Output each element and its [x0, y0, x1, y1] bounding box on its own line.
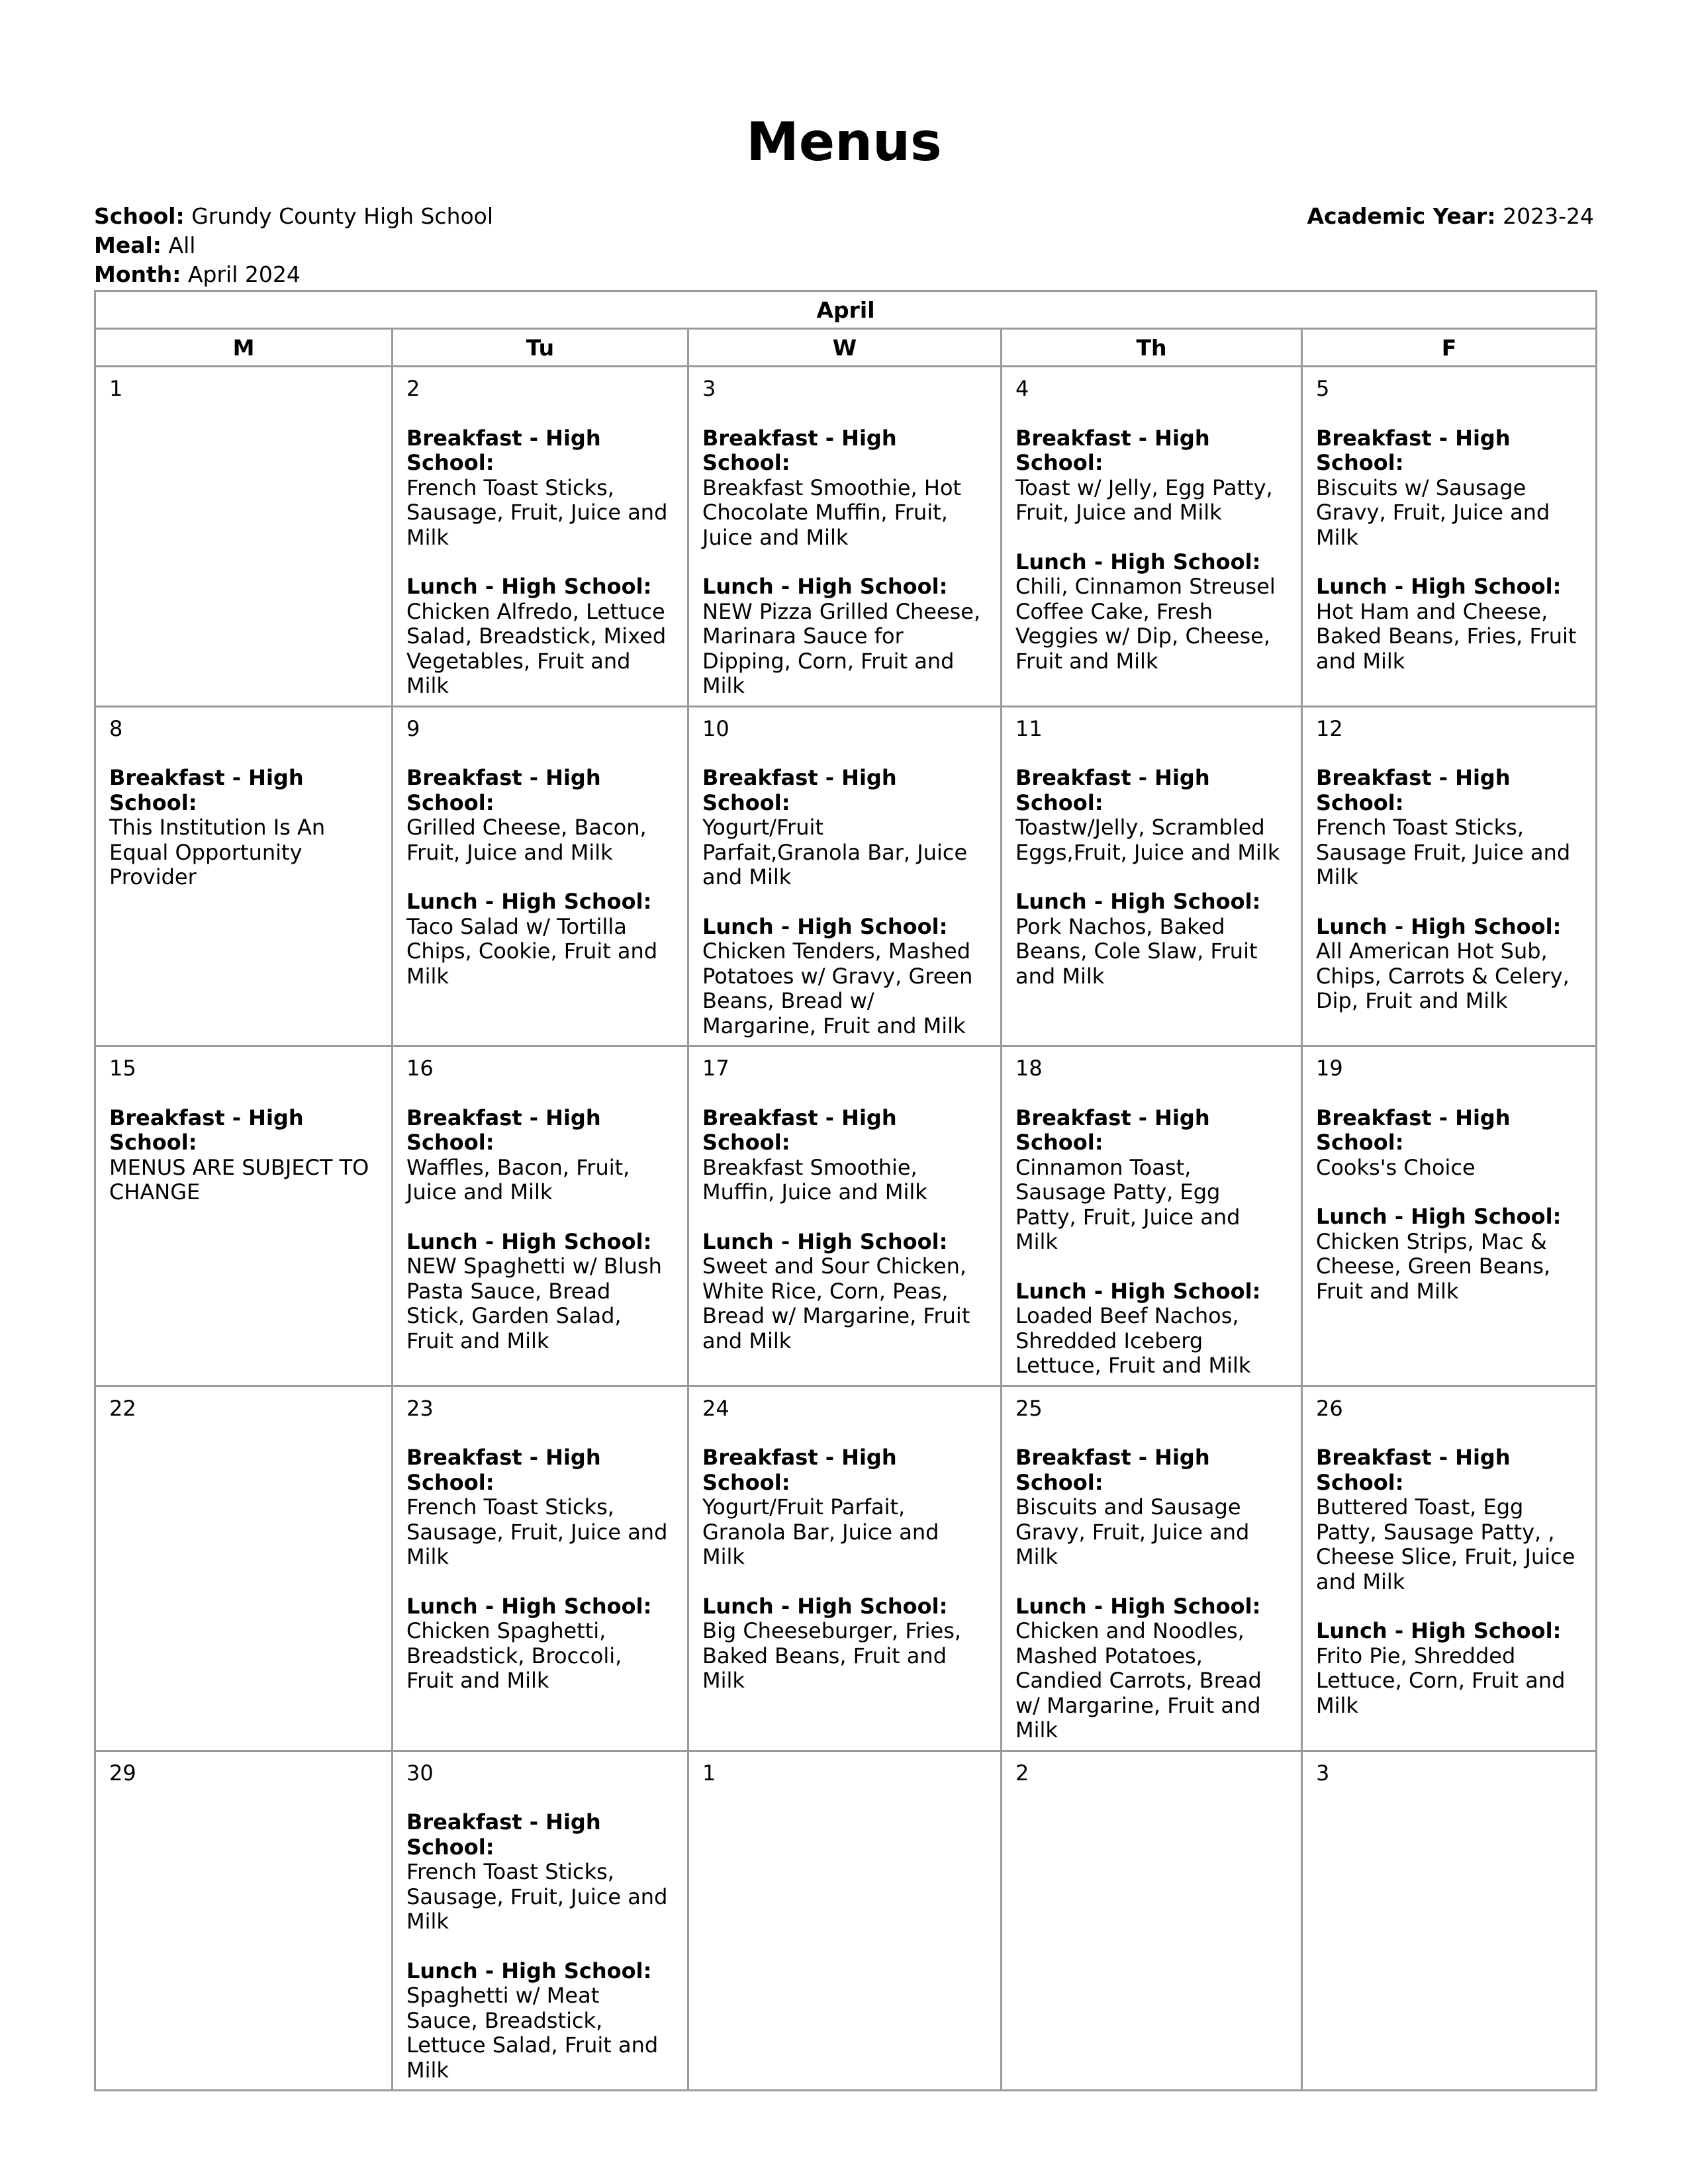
meal-heading: Lunch - High School: — [702, 1593, 948, 1619]
meal-heading: Lunch - High School: — [1015, 1278, 1261, 1304]
meal-heading: Lunch - High School: — [702, 1228, 948, 1254]
calendar-week-row — [95, 1751, 1597, 2091]
day-number: 23 — [406, 1395, 434, 1421]
calendar-day-cell — [688, 367, 1002, 707]
meal-heading: Lunch - High School: — [1316, 1618, 1562, 1643]
meal-items: French Toast Sticks, Sausage Fruit, Juice and Milk — [1316, 815, 1571, 889]
day-number: 2 — [406, 376, 420, 401]
weekday-header: Tu — [393, 329, 688, 367]
meal-items: Breakfast Smoothie, Hot Chocolate Muffin, Fruit, Juice and Milk — [702, 475, 962, 550]
meal-entry — [1316, 1619, 1582, 1718]
meal-items: Loaded Beef Nachos, Shredded Iceberg Lettuce, Fruit and Milk — [1015, 1303, 1251, 1378]
calendar-day-cell — [95, 367, 393, 707]
meal-heading: Lunch - High School: — [1015, 549, 1261, 574]
calendar-day-cell — [688, 1751, 1002, 2091]
meal-entry — [406, 426, 674, 551]
meal-items: Toastw/Jelly, Scrambled Eggs,Fruit, Juice and Milk — [1015, 815, 1280, 865]
meal-entry — [1316, 574, 1582, 674]
meal-entry — [1015, 766, 1288, 865]
meal-heading: Breakfast - High School: — [1015, 425, 1210, 475]
calendar-day-cell — [1002, 706, 1302, 1046]
meal-items: Chicken and Noodles, Mashed Potatoes, Candied Carrots, Bread w/ Margarine, Fruit and Milk — [1015, 1618, 1262, 1743]
day-number: 29 — [109, 1760, 136, 1786]
year-value: 2023-24 — [1503, 203, 1594, 229]
meal-heading: Lunch - High School: — [1316, 913, 1562, 939]
meal-heading: Breakfast - High School: — [702, 1445, 897, 1495]
day-number: 19 — [1316, 1056, 1343, 1081]
day-number: 5 — [1316, 376, 1330, 401]
school-label: School: — [94, 203, 185, 229]
day-number: 18 — [1015, 1056, 1043, 1081]
calendar-week-row — [95, 367, 1597, 707]
meal-entry — [406, 1959, 674, 2083]
month-label: Month: — [94, 261, 181, 287]
meal-heading: Lunch - High School: — [406, 1958, 652, 1983]
month-line — [94, 260, 493, 289]
meal-items: MENUS ARE SUBJECT TO CHANGE — [109, 1154, 369, 1205]
meal-entry — [406, 1230, 674, 1354]
meal-heading: Breakfast - High School: — [1015, 1105, 1210, 1155]
calendar-day-cell — [1302, 706, 1597, 1046]
meal-heading: Breakfast - High School: — [1316, 765, 1511, 815]
meal-heading: Breakfast - High School: — [1316, 425, 1511, 475]
calendar-day-cell — [1302, 1046, 1597, 1387]
day-number: 15 — [109, 1056, 136, 1081]
meal-entry — [702, 1445, 987, 1570]
meal-items: Chicken Strips, Mac & Cheese, Green Beans, Fruit and Milk — [1316, 1228, 1551, 1304]
meal-items: All American Hot Sub, Chips, Carrots & Celery, Dip, Fruit and Milk — [1316, 938, 1570, 1013]
meal-items: Cinnamon Toast, Sausage Patty, Egg Patty, Fruit, Juice and Milk — [1015, 1154, 1241, 1254]
calendar-day-cell — [393, 1046, 688, 1387]
meal-entry — [109, 1106, 378, 1205]
meal-entry — [1015, 1594, 1288, 1743]
meal-entry — [1015, 1445, 1288, 1570]
meal-items: Breakfast Smoothie, Muffin, Juice and Milk — [702, 1154, 927, 1205]
menu-info — [94, 202, 493, 289]
calendar-day-cell — [688, 1046, 1002, 1387]
meal-entry — [406, 574, 674, 699]
year-label: Academic Year: — [1307, 203, 1496, 229]
meal-heading: Breakfast - High School: — [1316, 1445, 1511, 1495]
day-number: 26 — [1316, 1395, 1343, 1421]
meal-items: French Toast Sticks, Sausage, Fruit, Juice and Milk — [406, 1859, 668, 1934]
meal-entry — [702, 766, 987, 890]
meal-entry — [406, 766, 674, 865]
meal-entry — [406, 1810, 674, 1934]
meal-label: Meal: — [94, 232, 162, 258]
meal-items: Chili, Cinnamon Streusel Coffee Cake, Fresh Veggies w/ Dip, Cheese, Fruit and Milk — [1015, 574, 1276, 674]
calendar-day-cell — [393, 706, 688, 1046]
meal-items: French Toast Sticks, Sausage, Fruit, Juice and Milk — [406, 1494, 668, 1569]
calendar-day-cell — [393, 1751, 688, 2091]
day-number: 16 — [406, 1056, 434, 1081]
weekday-header: M — [95, 329, 393, 367]
calendar-month-header: April — [95, 291, 1597, 329]
calendar-day-cell — [95, 1751, 393, 2091]
day-number: 3 — [702, 376, 716, 401]
meal-entry — [109, 766, 378, 890]
meal-items: Spaghetti w/ Meat Sauce, Breadstick, Lettuce Salad, Fruit and Milk — [406, 1983, 659, 2083]
calendar-week-row — [95, 1046, 1597, 1387]
meal-entry — [702, 574, 987, 699]
meal-items: Toast w/ Jelly, Egg Patty, Fruit, Juice and Milk — [1015, 475, 1273, 525]
meal-entry — [702, 1230, 987, 1354]
calendar-week-row — [95, 706, 1597, 1046]
meal-heading: Breakfast - High School: — [109, 1105, 304, 1155]
calendar-day-cell — [1002, 367, 1302, 707]
calendar-day-cell — [95, 1386, 393, 1751]
calendar-day-cell — [1002, 1386, 1302, 1751]
calendar-body — [95, 367, 1597, 2091]
meal-entry — [406, 889, 674, 989]
meal-entry — [406, 1106, 674, 1205]
day-number: 30 — [406, 1760, 434, 1786]
day-number: 9 — [406, 715, 420, 741]
meal-items: Hot Ham and Cheese, Baked Beans, Fries, Fruit and Milk — [1316, 598, 1577, 674]
calendar-day-cell — [393, 367, 688, 707]
meal-items: Biscuits and Sausage Gravy, Fruit, Juice and Milk — [1015, 1494, 1250, 1569]
calendar-day-cell — [1302, 367, 1597, 707]
meal-items: Cooks's Choice — [1316, 1154, 1476, 1180]
meal-items: Pork Nachos, Baked Beans, Cole Slaw, Fruit and Milk — [1015, 913, 1258, 989]
calendar-day-cell — [688, 706, 1002, 1046]
meal-entry — [1015, 1106, 1288, 1255]
meal-entry — [702, 426, 987, 551]
meal-entry — [702, 1106, 987, 1205]
day-number: 25 — [1015, 1395, 1043, 1421]
meal-heading: Lunch - High School: — [406, 574, 652, 599]
meal-items: Sweet and Sour Chicken, White Rice, Corn, Peas, Bread w/ Margarine, Fruit and Milk — [702, 1253, 970, 1353]
meal-heading: Breakfast - High School: — [109, 765, 304, 815]
day-number: 8 — [109, 715, 123, 741]
meal-heading: Lunch - High School: — [702, 913, 948, 939]
meal-items: Biscuits w/ Sausage Gravy, Fruit, Juice and Milk — [1316, 475, 1550, 550]
meal-entry — [1316, 1106, 1582, 1181]
meal-heading: Breakfast - High School: — [702, 425, 897, 475]
weekday-header-row — [95, 329, 1597, 367]
meal-heading: Lunch - High School: — [406, 1593, 652, 1619]
meal-items: Yogurt/Fruit Parfait,Granola Bar, Juice and Milk — [702, 815, 968, 889]
meal-items: Grilled Cheese, Bacon, Fruit, Juice and Milk — [406, 815, 647, 865]
weekday-header: F — [1302, 329, 1597, 367]
day-number: 17 — [702, 1056, 729, 1081]
meal-heading: Breakfast - High School: — [702, 765, 897, 815]
meal-heading: Lunch - High School: — [1316, 1204, 1562, 1229]
meal-entry — [1316, 426, 1582, 551]
day-number: 2 — [1015, 1760, 1029, 1786]
meal-items: Chicken Tenders, Mashed Potatoes w/ Gravy, Green Beans, Bread w/ Margarine, Fruit and Milk — [702, 938, 973, 1038]
meal-entry — [1015, 550, 1288, 674]
meal-heading: Breakfast - High School: — [1015, 1445, 1210, 1495]
meal-entry — [1015, 1279, 1288, 1379]
meal-heading: Breakfast - High School: — [406, 1445, 601, 1495]
calendar-day-cell — [688, 1386, 1002, 1751]
meal-entry — [406, 1445, 674, 1570]
meal-heading: Breakfast - High School: — [406, 1809, 601, 1860]
menu-calendar — [94, 290, 1597, 2091]
meal-entry — [1316, 766, 1582, 890]
calendar-day-cell — [1002, 1046, 1302, 1387]
weekday-header: Th — [1002, 329, 1302, 367]
day-number: 11 — [1015, 715, 1043, 741]
month-value: April 2024 — [187, 261, 301, 287]
meal-entry — [1316, 1205, 1582, 1304]
school-value: Grundy County High School — [191, 203, 494, 229]
day-number: 10 — [702, 715, 729, 741]
meal-heading: Lunch - High School: — [406, 889, 652, 914]
meal-heading: Breakfast - High School: — [1015, 765, 1210, 815]
meal-items: French Toast Sticks, Sausage, Fruit, Juice and Milk — [406, 475, 668, 550]
meal-heading: Breakfast - High School: — [406, 765, 601, 815]
meal-heading: Lunch - High School: — [1015, 889, 1261, 914]
day-number: 12 — [1316, 715, 1343, 741]
day-number: 22 — [109, 1395, 136, 1421]
calendar-week-row — [95, 1386, 1597, 1751]
meal-items: Buttered Toast, Egg Patty, Sausage Patty, , Cheese Slice, Fruit, Juice and Milk — [1316, 1494, 1575, 1594]
calendar-day-cell — [393, 1386, 688, 1751]
calendar-day-cell — [1002, 1751, 1302, 2091]
meal-entry — [1316, 1445, 1582, 1594]
meal-items: NEW Spaghetti w/ Blush Pasta Sauce, Bread Stick, Garden Salad, Fruit and Milk — [406, 1253, 662, 1353]
meal-items: Big Cheeseburger, Fries, Baked Beans, Fruit and Milk — [702, 1618, 962, 1693]
day-number: 24 — [702, 1395, 729, 1421]
meal-items: This Institution Is An Equal Opportunity Provider — [109, 815, 326, 889]
calendar-day-cell — [1302, 1751, 1597, 2091]
school-line — [94, 202, 493, 231]
meal-items: Chicken Spaghetti, Breadstick, Broccoli, Fruit and Milk — [406, 1618, 622, 1693]
calendar-day-cell — [1302, 1386, 1597, 1751]
meal-items: Waffles, Bacon, Fruit, Juice and Milk — [406, 1154, 630, 1205]
meal-entry — [1015, 889, 1288, 989]
meal-heading: Lunch - High School: — [406, 1228, 652, 1254]
meal-heading: Lunch - High School: — [702, 574, 948, 599]
meal-entry — [406, 1594, 674, 1694]
meal-line — [94, 231, 493, 260]
meal-heading: Breakfast - High School: — [406, 1105, 601, 1155]
day-number: 4 — [1015, 376, 1029, 401]
day-number: 1 — [702, 1760, 716, 1786]
meal-items: NEW Pizza Grilled Cheese, Marinara Sauce for Dipping, Corn, Fruit and Milk — [702, 598, 981, 698]
meal-items: Frito Pie, Shredded Lettuce, Corn, Fruit and Milk — [1316, 1643, 1566, 1718]
meal-heading: Lunch - High School: — [1316, 574, 1562, 599]
meal-items: Chicken Alfredo, Lettuce Salad, Breadstick, Mixed Vegetables, Fruit and Milk — [406, 598, 667, 698]
meal-entry — [1316, 915, 1582, 1014]
day-number: 1 — [109, 376, 123, 401]
meal-heading: Lunch - High School: — [1015, 1593, 1261, 1619]
calendar-day-cell — [95, 706, 393, 1046]
meal-items: Taco Salad w/ Tortilla Chips, Cookie, Fruit and Milk — [406, 913, 658, 989]
meal-entry — [702, 1594, 987, 1694]
meal-heading: Breakfast - High School: — [406, 425, 601, 475]
calendar-day-cell — [95, 1046, 393, 1387]
meal-heading: Breakfast - High School: — [1316, 1105, 1511, 1155]
meal-entry — [1015, 426, 1288, 525]
meal-items: Yogurt/Fruit Parfait, Granola Bar, Juice and Milk — [702, 1494, 939, 1569]
academic-year — [1307, 202, 1595, 231]
weekday-header: W — [688, 329, 1002, 367]
day-number: 3 — [1316, 1760, 1330, 1786]
page-title: Menus — [746, 111, 942, 173]
meal-heading: Breakfast - High School: — [702, 1105, 897, 1155]
meal-value: All — [168, 232, 196, 258]
meal-entry — [702, 915, 987, 1039]
